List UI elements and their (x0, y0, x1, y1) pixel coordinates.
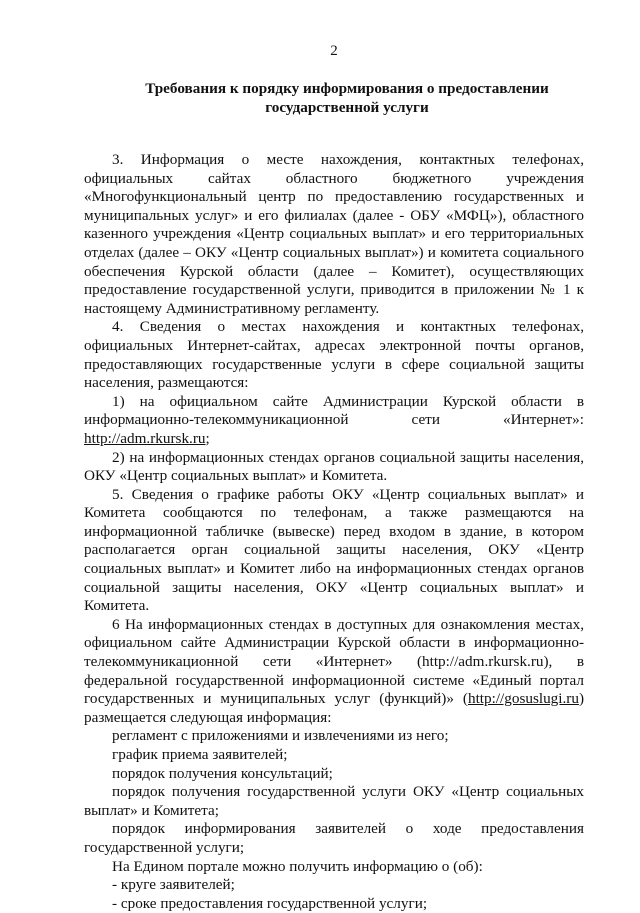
paragraph-4-item-1 (84, 393, 584, 449)
info-item-4: порядок получения государственной услуги ОКУ «Центр социальных выплат» и Комитета; (84, 783, 584, 819)
paragraph-4-item-2: 2) на информационных стендах органов социальной защиты населения, ОКУ «Центр социальных выплат» и Комитета. (84, 448, 584, 485)
paragraph-6-end: ) размещается следующая информация: (84, 690, 584, 726)
info-item-3: порядок получения консультаций; (112, 764, 333, 782)
gosuslugi-link[interactable]: http://gosuslugi.ru (467, 690, 579, 708)
portal-item-2: - сроке предоставления государственной услуги; (112, 894, 428, 912)
info-item-5: порядок информирования заявителей о ходе предоставления государственной услуги; (84, 820, 584, 856)
info-item-1: регламент с приложениями и извлечениями из него; (112, 727, 449, 745)
paragraph-6 (84, 616, 584, 728)
portal-item-1: - круге заявителей; (112, 876, 235, 894)
adm-rkursk-link[interactable]: http://adm.rkursk.ru (84, 429, 206, 447)
paragraph-6-text: 6 На информационных стендах в доступных для ознакомления местах, официальном сайте Администрации Курской области в информационно-телекоммуникационной сети «Интернет» (http://adm.rkursk.ru), в федеральной государственной информационной системе «Единый портал государственных и муниципальных услуг (функций)» ( (84, 615, 584, 708)
paragraph-4-item-1-text: 1) на официальном сайте Администрации Курской области в информационно-телекоммуникационной сети «Интернет»: (84, 392, 584, 429)
document-title (84, 79, 584, 117)
paragraph-3: 3. Информация о месте нахождения, контактных телефонах, официальных сайтах областного бюджетного учреждения «Многофункциональный центр по предоставлению государственных и муниципальных услуг» и его филиалах (далее - ОБУ «МФЦ»), областного казенного учреждения «Центр социальных выплат» и его территориальных отделах (далее – ОКУ «Центр социальных выплат») и комитета социального обеспечения Курской области (далее – Комитет), осуществляющих предоставление государственной услуги, приводится в приложении № 1 к настоящему Административному регламенту. (84, 151, 584, 317)
title-line-2: государственной услуги (265, 99, 429, 116)
document-body (84, 151, 584, 913)
page-number: 2 (330, 43, 338, 59)
paragraph-5: 5. Сведения о графике работы ОКУ «Центр социальных выплат» и Комитета сообщаются по телефонам, а также размещаются на информационной табличке (вывеске) перед входом в здание, в котором располагается орган социальной защиты населения, ОКУ «Центр социальных выплат» и Комитет либо на информационных стендах органов социальной защиты населения, ОКУ «Центр социальных выплат» и Комитета. (84, 485, 584, 615)
info-item-2: график приема заявителей; (112, 746, 288, 763)
portal-intro: На Едином портале можно получить информацию о (об): (112, 857, 483, 875)
paragraph-4: 4. Сведения о местах нахождения и контактных телефонах, официальных Интернет-сайтах, адресах электронной почты органов, предоставляющих государственные услуги в сфере социальной защиты населения, размещаются: (84, 318, 584, 392)
title-line-1: Требования к порядку информирования о предоставлении (145, 80, 549, 97)
paragraph-4-item-1-end: ; (205, 429, 210, 447)
